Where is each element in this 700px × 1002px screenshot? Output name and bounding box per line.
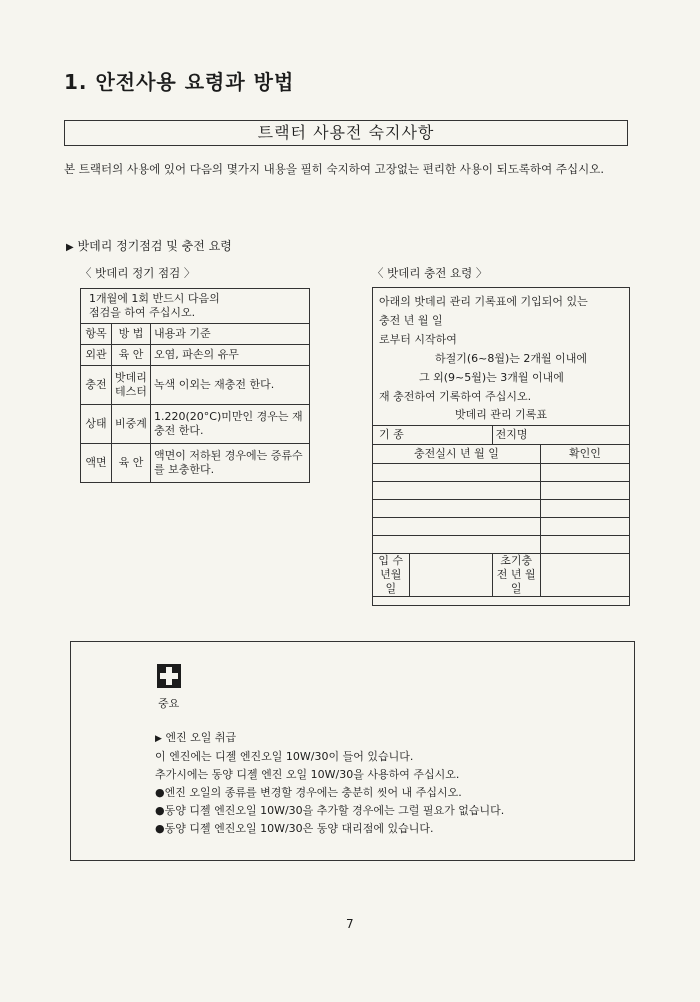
record-cell [540, 500, 629, 518]
section-heading: 1. 안전사용 요령과 방법 [64, 70, 295, 94]
inspection-caption: 〈 밧데리 정기 점검 〉 [80, 266, 196, 280]
row-content: 오염, 파손의 유무 [151, 345, 310, 366]
important-label: 중요 [158, 697, 180, 710]
oil-line: 이 엔진에는 디젤 엔진오일 10W/30이 들어 있습니다. [155, 750, 414, 763]
table-row [373, 482, 630, 500]
row-content: 녹색 이외는 재충전 한다. [151, 366, 310, 405]
record-footer-row [373, 554, 630, 597]
row-item: 외관 [81, 345, 112, 366]
triangle-bullet-icon: ▶ [66, 242, 74, 253]
bullet-dot-icon: ● [155, 822, 165, 835]
row-item: 액면 [81, 444, 112, 483]
table-row [373, 500, 630, 518]
title-box-text: 트랙터 사용전 숙지사항 [257, 123, 435, 142]
record-cell [540, 518, 629, 536]
record-columns-row [373, 445, 630, 464]
oil-bullet-text: 동양 디젤 엔진오일 10W/30을 추가할 경우에는 그럴 필요가 없습니다. [164, 804, 505, 817]
row-method: 육 안 [112, 444, 151, 483]
initial-charge-label: 초기충전 년 월 일 [492, 554, 540, 597]
oil-heading-text: 엔진 오일 취급 [165, 731, 237, 744]
charging-instructions [379, 292, 625, 406]
battery-name-label: 전지명 [492, 426, 629, 445]
record-header-row [373, 426, 630, 445]
header-method: 방 법 [112, 324, 151, 345]
bullet-dot-icon: ● [155, 786, 165, 799]
battery-record-table [372, 425, 630, 597]
important-box [70, 641, 635, 861]
record-cell [373, 500, 541, 518]
battery-heading [66, 237, 232, 254]
oil-bullet-text: 동양 디젤 엔진오일 10W/30은 동양 대리점에 있습니다. [164, 822, 434, 835]
inspection-note-row [81, 289, 310, 324]
table-row [373, 536, 630, 554]
record-title: 밧데리 관리 기록표 [454, 408, 547, 421]
inspection-note-line: 점검을 하여 주십시오. [89, 306, 196, 319]
row-content: 액면이 저하된 경우에는 증류수를 보충한다. [151, 444, 310, 483]
oil-line: 추가시에는 동양 디젤 엔진 오일 10W/30을 사용하여 주십시오. [155, 768, 460, 781]
charging-line: 그 외(9~5월)는 3개월 이내에 [419, 371, 564, 384]
initial-charge-cell [540, 554, 629, 597]
import-date-label: 입 수 년월일 [373, 554, 410, 597]
record-cell [373, 482, 541, 500]
oil-bullet-text: 엔진 오일의 종류를 변경할 경우에는 충분히 씻어 내 주십시오. [164, 786, 462, 799]
inspection-header-row [81, 324, 310, 345]
record-cell [373, 464, 541, 482]
row-method: 육 안 [112, 345, 151, 366]
header-item: 항목 [81, 324, 112, 345]
record-cell [540, 482, 629, 500]
confirm-col: 확인인 [540, 445, 629, 464]
bullet-dot-icon: ● [155, 804, 165, 817]
table-row [81, 366, 310, 405]
oil-bullet [155, 784, 504, 802]
row-method: 밧데리 테스터 [112, 366, 151, 405]
first-aid-cross-icon [157, 664, 181, 688]
row-content: 1.220(20°C)미만인 경우는 재충전 한다. [151, 405, 310, 444]
charging-line: 아래의 밧데리 관리 기록표에 기입되어 있는 [379, 295, 588, 308]
import-date-cell [409, 554, 492, 597]
model-label: 기 종 [373, 426, 493, 445]
title-box [64, 120, 628, 146]
inspection-note-line: 1개월에 1회 반드시 다음의 [89, 292, 220, 305]
oil-bullet [155, 820, 504, 838]
table-row [81, 405, 310, 444]
row-item: 충전 [81, 366, 112, 405]
charging-caption: 〈 밧데리 충전 요령 〉 [372, 266, 488, 280]
row-method: 비중계 [112, 405, 151, 444]
charging-box [372, 287, 630, 606]
charging-line: 하절기(6~8월)는 2개월 이내에 [435, 352, 588, 365]
table-row [81, 345, 310, 366]
table-row [81, 444, 310, 483]
triangle-bullet-icon: ▶ [155, 734, 162, 744]
important-text [155, 729, 504, 838]
table-row [373, 464, 630, 482]
charging-line: 로부터 시작하여 [379, 333, 457, 346]
record-cell [373, 518, 541, 536]
table-row [373, 518, 630, 536]
inspection-table [80, 288, 310, 483]
record-cell [540, 536, 629, 554]
charging-line: 충전 년 월 일 [379, 314, 443, 327]
charge-date-col: 충전실시 년 월 일 [373, 445, 541, 464]
intro-text: 본 트랙터의 사용에 있어 다음의 몇가지 내용을 필히 숙지하여 고장없는 편리한 사용이 되도록하여 주십시오. [64, 162, 604, 176]
oil-bullet [155, 802, 504, 820]
record-cell [373, 536, 541, 554]
oil-heading [155, 729, 504, 748]
header-content: 내용과 기준 [151, 324, 310, 345]
row-item: 상태 [81, 405, 112, 444]
record-cell [540, 464, 629, 482]
page-number: 7 [346, 917, 354, 931]
battery-heading-text: 밧데리 정기점검 및 충전 요령 [77, 239, 232, 253]
charging-line: 재 충전하여 기록하여 주십시오. [379, 390, 532, 403]
inspection-note [81, 289, 310, 324]
